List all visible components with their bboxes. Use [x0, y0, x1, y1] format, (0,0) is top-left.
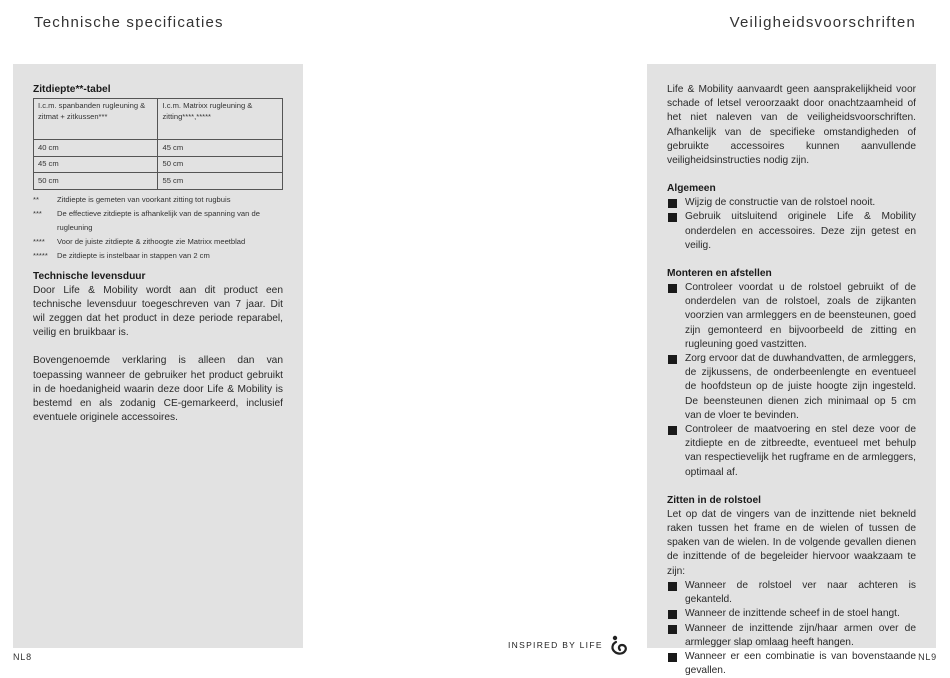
page-number-right: NL9 — [918, 652, 937, 662]
life-and-mobility-logo-icon — [609, 634, 629, 656]
footnote-text: De effectieve zitdiepte is afhankelijk van de spanning van de rugleuning — [57, 208, 260, 232]
lifetime-heading: Technische levensduur — [33, 270, 146, 282]
footnote-mark: *** — [33, 208, 42, 218]
seat-depth-table — [33, 98, 283, 190]
square-bullet-icon — [668, 213, 677, 222]
square-bullet-icon — [668, 610, 677, 619]
table-footnotes — [33, 193, 283, 263]
list-item: Gebruik uitsluitend originele Life & Mobility onderdelen en accessoires. Deze zijn getest en veilig. — [667, 210, 916, 253]
list-item: Wijzig de constructie van de rolstoel nooit. — [667, 196, 916, 210]
table-title: Zitdiepte**-tabel — [33, 84, 111, 95]
brand-footer — [508, 634, 629, 656]
footnote-mark: ***** — [33, 250, 48, 260]
list-item: Wanneer de rolstoel ver naar achteren is gekanteld. — [667, 579, 916, 607]
table-cell: 55 cm — [158, 173, 283, 190]
table-cell: 50 cm — [158, 156, 283, 173]
square-bullet-icon — [668, 582, 677, 591]
list-item: Zorg ervoor dat de duwhandvatten, de armleggers, de zijkussens, de onderbeenlengte en eventueel de hoofdsteun op de juiste hoogte zijn ingesteld. De beensteunen dienen zich minimaal op 5 cm van de vloer te bevinden. — [667, 352, 916, 423]
list-item: Wanneer de inzittende scheef in de stoel hangt. — [667, 607, 916, 621]
table-header-row — [34, 99, 283, 140]
general-heading: Algemeen — [667, 183, 716, 195]
mount-heading: Monteren en afstellen — [667, 268, 772, 280]
lifetime-paragraph: Door Life & Mobility wordt aan dit product een technische levensduur toegeschreven van 7 jaar. Dit wil zeggen dat het product in deze periode reparabel, veilig en bruikbaar is. — [33, 284, 283, 339]
table-header-cell: I.c.m. Matrixx rugleuning & zitting****,***** — [158, 99, 283, 140]
square-bullet-icon — [668, 355, 677, 364]
table-row — [34, 140, 283, 157]
square-bullet-icon — [668, 199, 677, 208]
list-item: Wanneer de inzittende zijn/haar armen over de armlegger slap omlaag heeft hangen. — [667, 622, 916, 650]
footnote-text: De zitdiepte is instelbaar in stappen van 2 cm — [57, 250, 210, 260]
mount-list — [667, 281, 916, 480]
square-bullet-icon — [668, 284, 677, 293]
sitting-list — [667, 579, 916, 678]
left-page-title: Technische specificaties — [34, 14, 224, 31]
table-row — [34, 156, 283, 173]
square-bullet-icon — [668, 426, 677, 435]
list-item: Wanneer er een combinatie is van bovenstaande gevallen. — [667, 650, 916, 678]
table-header-cell: I.c.m. spanbanden rugleuning & zitmat + zitkussen*** — [34, 99, 158, 140]
tagline: INSPIRED BY LIFE — [508, 640, 603, 650]
footnote-text: Voor de juiste zitdiepte & zithoogte zie Matrixx meetblad — [57, 236, 246, 246]
footnote-text: Zitdiepte is gemeten van voorkant zitting tot rugbuis — [57, 194, 231, 204]
table-cell: 40 cm — [34, 140, 158, 157]
footnote — [33, 207, 283, 235]
page-number-left: NL8 — [13, 652, 32, 662]
intro-paragraph: Life & Mobility aanvaardt geen aansprakelijkheid voor schade of letsel veroorzaakt door onachtzaamheid of het niet naleven van de veiligheidsvoorschriften. Afhankelijk van de specifieke omstandigheden of gebruikte accessoires kunnen aanvullende veiligheidsinstructies nodig zijn. — [667, 84, 916, 167]
footnote — [33, 249, 283, 263]
table-cell: 45 cm — [158, 140, 283, 157]
table-cell: 50 cm — [34, 173, 158, 190]
list-item: Controleer voordat u de rolstoel gebruikt of de onderdelen van de rolstoel, zoals de zijkanten voorzien van armleggers en de beensteunen, goed zijn gemonteerd en bijvoorbeeld de zitting en rugleuning goed vastzitten. — [667, 281, 916, 352]
sitting-heading: Zitten in de rolstoel — [667, 494, 761, 506]
general-list — [667, 196, 916, 253]
table-row — [34, 173, 283, 190]
sitting-paragraph: Let op dat de vingers van de inzittende niet bekneld raken tussen het frame en de wielen of tussen de spaken van de wielen. In de volgende gevallen dienen de inzittende of de begeleider hiervoor waakzaam te zijn: — [667, 508, 916, 577]
footnote — [33, 235, 283, 249]
lifetime-paragraph: Bovengenoemde verklaring is alleen dan van toepassing wanneer de gebruiker het product gebruikt in de hoedanigheid waarin deze door Life & Mobility is bestemd en als zodanig CE-gemarkeerd, inclusief eventuele originele accessoires. — [33, 355, 283, 424]
table-cell: 45 cm — [34, 156, 158, 173]
square-bullet-icon — [668, 653, 677, 662]
footnote-mark: ** — [33, 194, 39, 204]
footnote-mark: **** — [33, 236, 45, 246]
list-item: Controleer de maatvoering en stel deze voor de zitdiepte en de zitbreedte, eventueel met behulp van respectievelijk het rugframe en de armleggers, optimaal af. — [667, 423, 916, 480]
footnote — [33, 193, 283, 207]
left-content-panel — [13, 64, 303, 648]
right-page-title: Veiligheidsvoorschriften — [729, 14, 916, 31]
square-bullet-icon — [668, 625, 677, 634]
